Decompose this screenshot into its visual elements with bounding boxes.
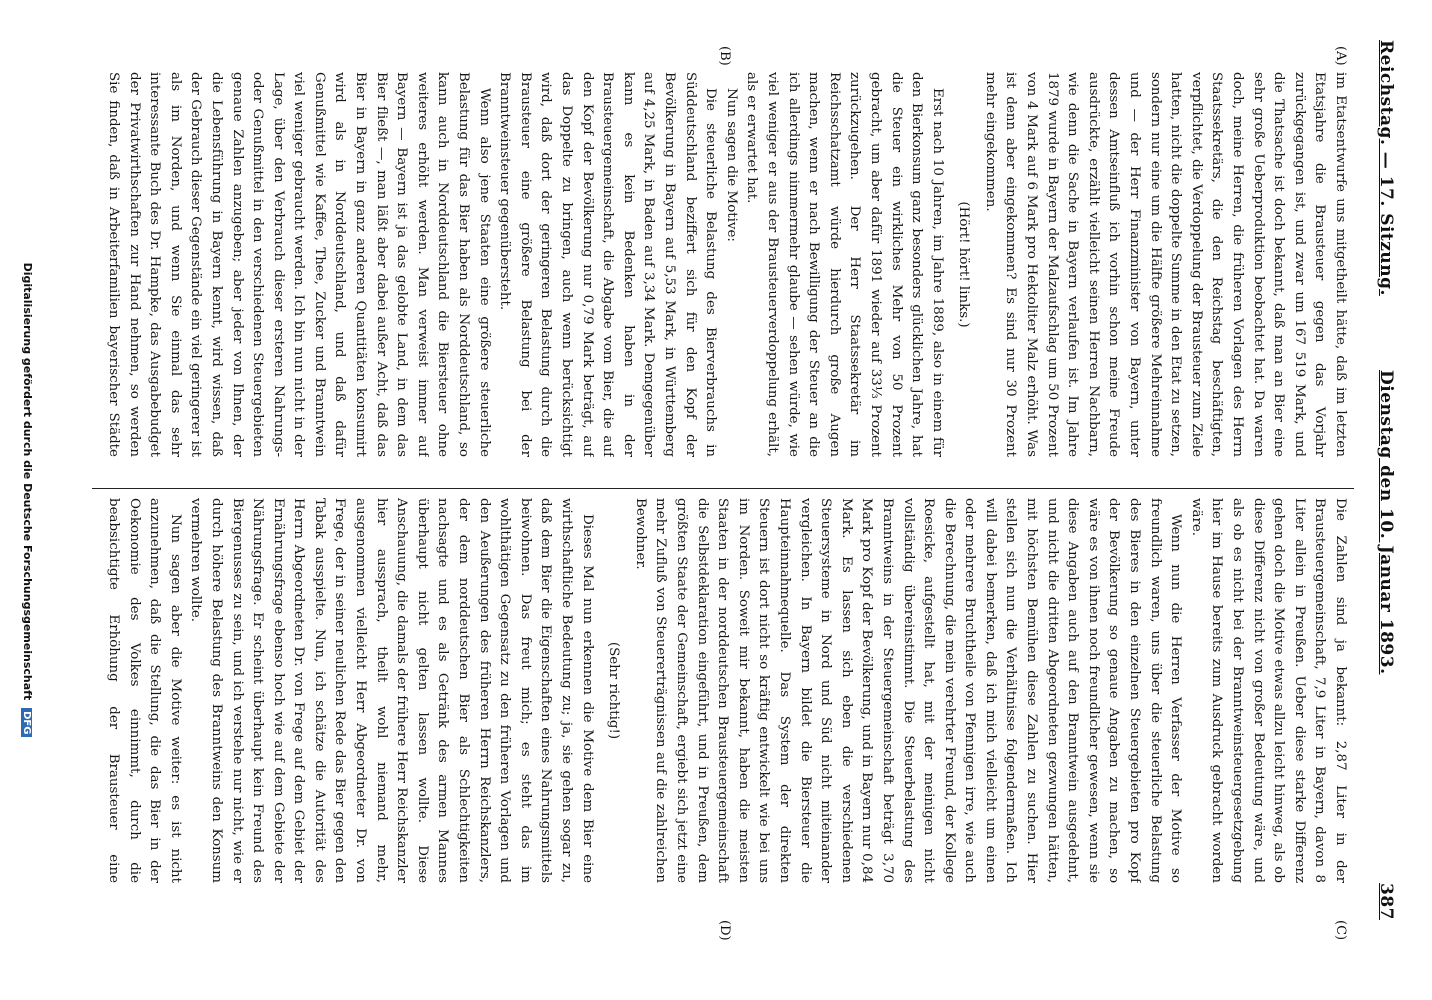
paragraph: im Etatsentwurfe uns mitgetheilt hätte, daß im letzten Etatsjahre die Brausteuer gegen das Vorjahr zurückgegangen ist, und zwar um 167 519 Mark, und die Thatsache ist doch bekannt, daß man an Bier eine sehr große Ueberproduktion beobachtet hat. Da waren doch, meine Herren, die früheren Vorlagen des Herrn Staatssekretärs, die den Reichstag beschäftigten, verpflichtet, die Verdoppelung der Brausteuer zum Ziele hatten, nicht die doppelte Summe in den Etat zu setzen, sondern nur eine um die Hälfte größere Mehreinnahme und — der Herr Finanzminister von Bayern, unter dessen Amtseinfluß ich vorhin schon meine Freude ausdrückte, erzählt vielleicht seinen Herren Nachbarn, wie denn die Sache in Bayern verlaufen ist. Im Jahre 1879 wurde in Bayern der Malzaufschlag um 50 Prozent von 4 Mark auf 6 Mark pro Hektoliter Malz erhöht. Was ist denn aber eingekommen? Es sind nur 30 Prozent mehr eingekommen. bbox=[982, 72, 1348, 457]
left-column bbox=[100, 72, 1350, 457]
header-session-title: Reichstag. — 17. Sitzung. bbox=[1376, 40, 1396, 296]
paragraph: Erst nach 10 Jahren, im Jahre 1889, also in einem für den Bierkonsum ganz besonders glücklichen Jahre, hat die Steuer ein wirkliches Mehr von 50 Prozent gebracht, um aber dafür 1891 wieder auf 33⅓ Prozent zurückzugehen. Der Herr Staatssekretär im Reichsschatzamt würde hierdurch große Augen machen, wenn er nach Bewilligung der Steuer an die ich allerdings nimmermehr glaube — sehen würde, wie viel weniger er aus der Brausteuerverdoppelung erhält, als er erwartet hat. bbox=[744, 72, 945, 457]
paragraph: Wenn nun die Herren Verfasser der Motive so freundlich waren, uns über die steuerliche Belastung des Bieres in den einzelnen Steuergebieten pro Kopf der Bevölkerung so genaue Angaben zu machen, so wäre es von ihnen noch freundlicher gewesen, wenn sie diese Angaben auch auf den Branntwein ausgedehnt, und nicht die dritten Abgeordneten gezwungen hätten, mit höchsten Bemühen diese Zahlen zu suchen. Hier stellen sich nun die Verhältnisse folgendermaßen. Ich will dabei bemerken, daß ich mich vielleicht um einen oder mehrere Bruchtheile von Pfennigen irre, wie auch die Berechnung, die mein verehrter Freund, der Kollege Roesicke, aufgestellt hat, mit der meinigen nicht vollständig übereinstimmt. Die Steuerbelastung des Branntweins in der Steuergemeinschaft beträgt 3,70 Mark pro Kopf der Bevölkerung, und in Bayern nur 0,84 Mark. Es lassen sich eben die verschiedenen Steuersysteme in Nord und Süd nicht miteinander vergleichen. In Bayern bildet die Biersteuer die Haupteinnahmequelle. Das System der direkten Steuern ist dort nicht so kräftig entwickelt wie bei uns im Norden. Soweit mir bekannt, haben die meisten Staaten in der norddeutschen Brausteuergemeinschaft die Selbstdeklaration eingeführt, und in Preußen, dem größten Staate der Gemeinschaft, ergiebt sich jetzt eine mehr Zufluß von Steuererträgnissen auf die zahlreichen Bewohner. bbox=[632, 498, 1184, 883]
paragraph: Wenn also jene Staaten eine größere steuerliche Belastung für das Bier haben als Norddeutschland, so kann auch in Norddeutschland die Biersteuer ohne weiteres erhöht werden. Man verweist immer auf Bayern — Bayern ist ja das gelobte Land, in dem das Bier fließt —, man läßt aber dabei außer Acht, daß das Bier in Bayern in ganz anderen Quantitäten konsumirt wird als in Norddeutschland, und daß dafür Genußmittel wie Kaffee, Thee, Zucker und Branntwein viel weniger gebraucht werden. Ich bin nun nicht in der Lage, über den Verbrauch dieser ersteren Nahrungs- oder Genußmittel in den verschiedenen Steuergebieten genaue Zahlen anzugeben; aber jeder von Ihnen, der die Lebensführung in Bayern kennt, wird wissen, daß der Gebrauch dieser Gegenstände ein viel geringerer ist als im Norden, und wenn Sie einmal das sehr interessante Buch des Dr. Hampke, das Ausgabebudget der Privatwirthschaften zur Hand nehmen, so werden Sie finden, daß in Arbeiterfamilien bayerischer Städte bbox=[105, 72, 492, 457]
interjection: (Sehr richtig!) bbox=[606, 641, 622, 740]
paragraph: Nun sagen aber die Motive weiter: es ist nicht anzunehmen, daß die Stellung, die das Bier in der Oekonomie des Volkes einnimmt, durch die beabsichtigte Erhöhung der Brausteuer eine bbox=[105, 498, 183, 883]
margin-letter-b: (B) bbox=[717, 46, 732, 66]
column-divider bbox=[92, 488, 1354, 489]
margin-letter-d: (D) bbox=[717, 920, 732, 941]
dfg-logo: DFG bbox=[21, 708, 32, 737]
margin-letter-c: (C) bbox=[1333, 920, 1348, 941]
right-column bbox=[100, 498, 1350, 883]
paragraph: Die steuerliche Belastung des Bierverbrauchs in Süddeutschland beziffert sich für den Kopf der Bevölkerung in Bayern auf 5,53 Mark, in Württemberg auf 4,25 Mark, in Baden auf 3,34 Mark. Demgegenüber kann es kein Bedenken haben in der Brausteuergemeinschaft, die Abgabe vom Bier, die auf den Kopf der Bevölkerung nur 0,79 Mark beträgt, auf das Doppelte zu bringen, auch wenn berücksichtigt wird, daß dort der geringeren Belastung durch die Brausteuer eine größere Belastung bei der Branntweinsteuer gegenübersteht. bbox=[497, 72, 719, 457]
interjection: (Hört! hört! links.) bbox=[956, 201, 972, 328]
paragraph: Nun sagen die Motive: bbox=[723, 88, 739, 242]
credit-text: Digitalisierung gefördert durch die Deutsche Forschungsgemeinschaft bbox=[21, 262, 34, 701]
digitization-credit bbox=[21, 0, 34, 1000]
paragraph: Die Zahlen sind ja bekannt: 2,87 Liter in der Brausteuergemeinschaft, 7,9 Liter in Bayern, davon 8 Liter allein in Preußen. Ueber diese starke Differenz gehen doch die Motive etwas allzu leicht hinweg, als ob diese Differenz nicht von großer Bedeutung wäre, und als ob es nicht bei der Branntweinsteuergesetzgebung hier im Hause bereits zum Ausdruck gebracht worden wäre. bbox=[1188, 498, 1348, 883]
paragraph: Dieses Mal nun erkennen die Motive dem Bier eine wirthschaftliche Bedeutung zu; ja, sie gehen sogar zu, daß dem Bier die Eigenschaften eines Nahrungsmittels beiwohnen. Das freut mich; es steht das im wohlthätigen Gegensatz zu den früheren Vorlagen und den Aeußerungen des früheren Herrn Reichskanzlers, der dem norddeutschen Bier als Schlechtigkeiten nachsagte und es als Getränk des armen Mannes überhaupt nicht gelten lassen wollte. Diese Anschauung, die damals der frühere Herr Reichskanzler hier aussprach, theilt wohl niemand mehr, ausgenommen vielleicht Herr Abgeordneter Dr. von Frege, der in seiner neulichen Rede das Bier gegen den Tabak ausspielte. Nun, ich schätze die Autorität des Herrn Abgeordneten Dr. von Frege auf dem Gebiet der Ernährungsfrage ebenso hoch wie auf dem Gebiete der Nährungsfrage. Er scheint überhaupt kein Freund des Biergenusses zu sein, und ich verstehe nur nicht, wie er durch höhere Belastung des Branntweins den Konsum vermehren wollte. bbox=[188, 498, 595, 883]
page-number: 387 bbox=[1376, 883, 1396, 920]
header-date: Dienstag den 10. Januar 1893. bbox=[1376, 370, 1396, 675]
margin-letter-a: (A) bbox=[1333, 46, 1348, 66]
page-header bbox=[1368, 40, 1402, 960]
